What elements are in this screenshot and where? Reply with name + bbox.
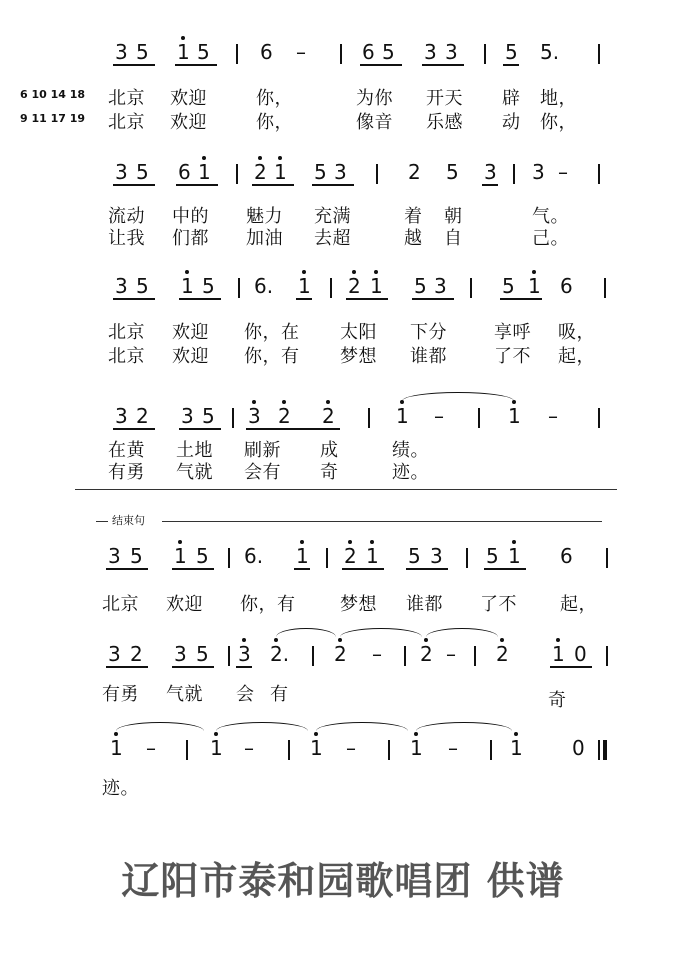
lyric: 梦想 <box>340 346 377 367</box>
barline <box>238 278 240 298</box>
note: 5 <box>136 160 149 184</box>
high-dot <box>282 400 286 404</box>
barline <box>466 548 468 568</box>
underline <box>106 568 148 570</box>
note: 5 <box>196 642 209 666</box>
barline <box>598 408 600 428</box>
underline <box>296 298 312 300</box>
note: 3 <box>115 274 128 298</box>
note: 0 <box>572 736 585 760</box>
barline <box>368 408 370 428</box>
lyric: 辟 <box>502 88 521 109</box>
lyric: 太阳 <box>340 322 377 343</box>
note: 2 <box>408 160 421 184</box>
lyric: 享呼 <box>494 322 531 343</box>
barline <box>288 740 290 760</box>
underline <box>179 428 221 430</box>
underline <box>113 428 155 430</box>
lyric: 会 <box>236 684 255 705</box>
note: 6 <box>178 160 191 184</box>
note: 6. <box>244 544 264 568</box>
high-dot <box>424 638 428 642</box>
note: 3 <box>434 274 447 298</box>
note: 1 <box>508 544 521 568</box>
note: 3 <box>108 544 121 568</box>
barline <box>228 646 230 666</box>
note: – <box>434 404 444 428</box>
high-dot <box>348 540 352 544</box>
lyric: 越 <box>404 228 423 249</box>
lyric: 有 <box>270 684 289 705</box>
high-dot <box>214 732 218 736</box>
high-dot <box>258 156 262 160</box>
underline <box>500 298 542 300</box>
high-dot <box>532 270 536 274</box>
note: 3 <box>445 40 458 64</box>
barline <box>236 164 238 184</box>
note: 5 <box>408 544 421 568</box>
lyric: 地， <box>540 88 577 109</box>
tie-slur <box>216 722 308 731</box>
note: 1 <box>177 40 190 64</box>
lyric: 梦想 <box>340 594 377 615</box>
note: 3 <box>174 642 187 666</box>
note: 2 <box>496 642 509 666</box>
note: 2 <box>254 160 267 184</box>
lyric: 欢迎 <box>166 594 203 615</box>
note: 3 <box>181 404 194 428</box>
underline <box>360 64 402 66</box>
final-barline-thin <box>598 740 600 760</box>
note: 3 <box>532 160 545 184</box>
underline <box>503 64 519 66</box>
note: 1 <box>528 274 541 298</box>
lyric: 开天 <box>426 88 463 109</box>
note: 2 <box>278 404 291 428</box>
high-dot <box>252 400 256 404</box>
note: – <box>346 736 356 760</box>
underline <box>484 568 526 570</box>
ending-label: 结束句 <box>112 514 145 527</box>
high-dot <box>374 270 378 274</box>
barline <box>490 740 492 760</box>
note: 6. <box>254 274 274 298</box>
lyric: 你，有 <box>244 346 300 367</box>
lyric: 你， <box>540 112 577 133</box>
barline <box>312 646 314 666</box>
lyric: 有勇 <box>108 462 145 483</box>
barline <box>340 44 342 64</box>
note: – <box>244 736 254 760</box>
tie-slur <box>116 722 204 731</box>
tie-slur <box>340 628 422 637</box>
lyric: 气就 <box>176 462 213 483</box>
barline <box>604 278 606 298</box>
barline <box>404 646 406 666</box>
tie-slur <box>402 392 514 401</box>
note: 3 <box>334 160 347 184</box>
footer-credit: 辽阳市泰和园歌唱团 供谱 <box>121 859 565 903</box>
high-dot <box>512 540 516 544</box>
high-dot <box>338 638 342 642</box>
note: 2 <box>344 544 357 568</box>
note: 6 <box>260 40 273 64</box>
high-dot <box>326 400 330 404</box>
high-dot <box>514 732 518 736</box>
underline <box>113 64 155 66</box>
lyric: 欢迎 <box>170 88 207 109</box>
underline <box>179 298 221 300</box>
underline <box>406 568 448 570</box>
underline <box>113 298 155 300</box>
underline <box>422 64 464 66</box>
barline <box>513 164 515 184</box>
lyric: 充满 <box>314 206 351 227</box>
note: 6 <box>362 40 375 64</box>
lyric: 成 <box>320 440 339 461</box>
lyric: 动 <box>502 112 521 133</box>
note: – <box>372 642 382 666</box>
lyric: 魅力 <box>246 206 283 227</box>
note: 2 <box>334 642 347 666</box>
high-dot <box>300 540 304 544</box>
lyric: 欢迎 <box>172 346 209 367</box>
underline <box>246 428 340 430</box>
lyric: 欢迎 <box>170 112 207 133</box>
note: 3 <box>115 404 128 428</box>
lyric: 你，在 <box>244 322 300 343</box>
lyric: 乐感 <box>426 112 463 133</box>
high-dot <box>178 540 182 544</box>
lyric: 会有 <box>244 462 281 483</box>
underline <box>236 666 252 668</box>
tie-slur <box>316 722 408 731</box>
note: – <box>448 736 458 760</box>
note: 6 <box>560 544 573 568</box>
barline <box>228 548 230 568</box>
note: 1 <box>410 736 423 760</box>
barline <box>598 164 600 184</box>
lyric: 欢迎 <box>172 322 209 343</box>
note: 2 <box>322 404 335 428</box>
note: 5 <box>486 544 499 568</box>
note: 1 <box>296 544 309 568</box>
barline <box>474 646 476 666</box>
barline <box>186 740 188 760</box>
lyric: 北京 <box>108 322 145 343</box>
lyric: 有勇 <box>102 684 139 705</box>
lyric: 中的 <box>172 206 209 227</box>
tie-slur <box>416 722 512 731</box>
high-dot <box>500 638 504 642</box>
note: 5 <box>202 274 215 298</box>
barline <box>484 44 486 64</box>
lyric: 己。 <box>532 228 569 249</box>
verse-marker: 6 10 14 18 <box>20 88 86 101</box>
note: 5 <box>202 404 215 428</box>
high-dot <box>274 638 278 642</box>
lyric: 气就 <box>166 684 203 705</box>
section-divider <box>75 489 617 490</box>
lyric: 谁都 <box>406 594 443 615</box>
underline <box>550 666 592 668</box>
lyric: 去超 <box>314 228 351 249</box>
lyric: 为你 <box>356 88 393 109</box>
high-dot <box>114 732 118 736</box>
note: 1 <box>298 274 311 298</box>
underline <box>294 568 310 570</box>
underline <box>172 568 214 570</box>
barline <box>478 408 480 428</box>
underline <box>312 184 354 186</box>
note: 1 <box>366 544 379 568</box>
underline <box>482 184 498 186</box>
lyric: 了不 <box>494 346 531 367</box>
lyric: 你，有 <box>240 594 296 615</box>
tie-slur <box>276 628 336 637</box>
note: 1 <box>181 274 194 298</box>
lyric: 北京 <box>108 88 145 109</box>
note: 5 <box>502 274 515 298</box>
note: 1 <box>310 736 323 760</box>
note: 1 <box>508 404 521 428</box>
high-dot <box>556 638 560 642</box>
lyric: 你， <box>256 112 293 133</box>
final-barline-thick <box>603 740 607 760</box>
note: 5 <box>314 160 327 184</box>
lyric: 起， <box>558 346 595 367</box>
barline <box>330 278 332 298</box>
underline <box>106 666 148 668</box>
note: 3 <box>115 40 128 64</box>
note: 1 <box>370 274 383 298</box>
note: 1 <box>396 404 409 428</box>
tie-slur <box>426 628 498 637</box>
barline <box>326 548 328 568</box>
lyric: 下分 <box>410 322 447 343</box>
barline <box>232 408 234 428</box>
underline <box>252 184 294 186</box>
note: 5 <box>414 274 427 298</box>
lyric: 绩。 <box>392 440 429 461</box>
note: 2 <box>420 642 433 666</box>
note: 1 <box>274 160 287 184</box>
note: 1 <box>510 736 523 760</box>
lyric: 谁都 <box>410 346 447 367</box>
barline <box>598 44 600 64</box>
underline <box>113 184 155 186</box>
underline <box>412 298 454 300</box>
high-dot <box>242 638 246 642</box>
lyric: 让我 <box>108 228 145 249</box>
lyric: 北京 <box>108 112 145 133</box>
underline <box>175 64 217 66</box>
barline <box>388 740 390 760</box>
barline <box>606 548 608 568</box>
high-dot <box>181 36 185 40</box>
note: 1 <box>210 736 223 760</box>
note: 3 <box>484 160 497 184</box>
lyric: 朝 <box>444 206 463 227</box>
barline <box>470 278 472 298</box>
lyric: 刷新 <box>244 440 281 461</box>
note: – <box>146 736 156 760</box>
note: 5 <box>382 40 395 64</box>
high-dot <box>278 156 282 160</box>
note: – <box>548 404 558 428</box>
note: 2 <box>136 404 149 428</box>
note: 1 <box>110 736 123 760</box>
verse-marker: 9 11 17 19 <box>20 112 86 125</box>
note: 3 <box>430 544 443 568</box>
lyric: 们都 <box>172 228 209 249</box>
lyric: 气。 <box>532 206 569 227</box>
lyric: 迹。 <box>102 778 139 799</box>
underline <box>342 568 384 570</box>
note: 5 <box>505 40 518 64</box>
note: 2. <box>270 642 290 666</box>
lyric: 奇 <box>548 690 567 711</box>
high-dot <box>302 270 306 274</box>
note: 0 <box>574 642 587 666</box>
note: 1 <box>552 642 565 666</box>
note: 3 <box>115 160 128 184</box>
note: 3 <box>238 642 251 666</box>
note: – <box>296 40 306 64</box>
high-dot <box>352 270 356 274</box>
note: – <box>558 160 568 184</box>
note: 5 <box>197 40 210 64</box>
note: 5 <box>136 274 149 298</box>
lyric: 北京 <box>108 346 145 367</box>
note: 5 <box>136 40 149 64</box>
ending-line <box>162 521 602 522</box>
lyric: 奇 <box>320 462 339 483</box>
underline <box>172 666 214 668</box>
lyric: 吸， <box>558 322 595 343</box>
high-dot <box>314 732 318 736</box>
note: 5 <box>196 544 209 568</box>
high-dot <box>202 156 206 160</box>
note: 5 <box>446 160 459 184</box>
note: 2 <box>130 642 143 666</box>
note: – <box>446 642 456 666</box>
note: 3 <box>424 40 437 64</box>
barline <box>606 646 608 666</box>
underline <box>346 298 388 300</box>
note: 2 <box>348 274 361 298</box>
note: 1 <box>198 160 211 184</box>
lyric: 着 <box>404 206 423 227</box>
lyric: 像音 <box>356 112 393 133</box>
high-dot <box>414 732 418 736</box>
lyric: 土地 <box>176 440 213 461</box>
lyric: 在黄 <box>108 440 145 461</box>
note: 6 <box>560 274 573 298</box>
note: 3 <box>108 642 121 666</box>
note: 1 <box>174 544 187 568</box>
high-dot <box>370 540 374 544</box>
lyric: 迹。 <box>392 462 429 483</box>
lyric: 加油 <box>246 228 283 249</box>
lyric: 了不 <box>480 594 517 615</box>
high-dot <box>185 270 189 274</box>
lyric: 自 <box>444 228 463 249</box>
note: 5. <box>540 40 560 64</box>
barline <box>236 44 238 64</box>
barline <box>376 164 378 184</box>
note: 5 <box>130 544 143 568</box>
lyric: 北京 <box>102 594 139 615</box>
ending-line <box>96 521 108 522</box>
note: 3 <box>248 404 261 428</box>
lyric: 你， <box>256 88 293 109</box>
underline <box>176 184 218 186</box>
lyric: 流动 <box>108 206 145 227</box>
lyric: 起， <box>560 594 597 615</box>
